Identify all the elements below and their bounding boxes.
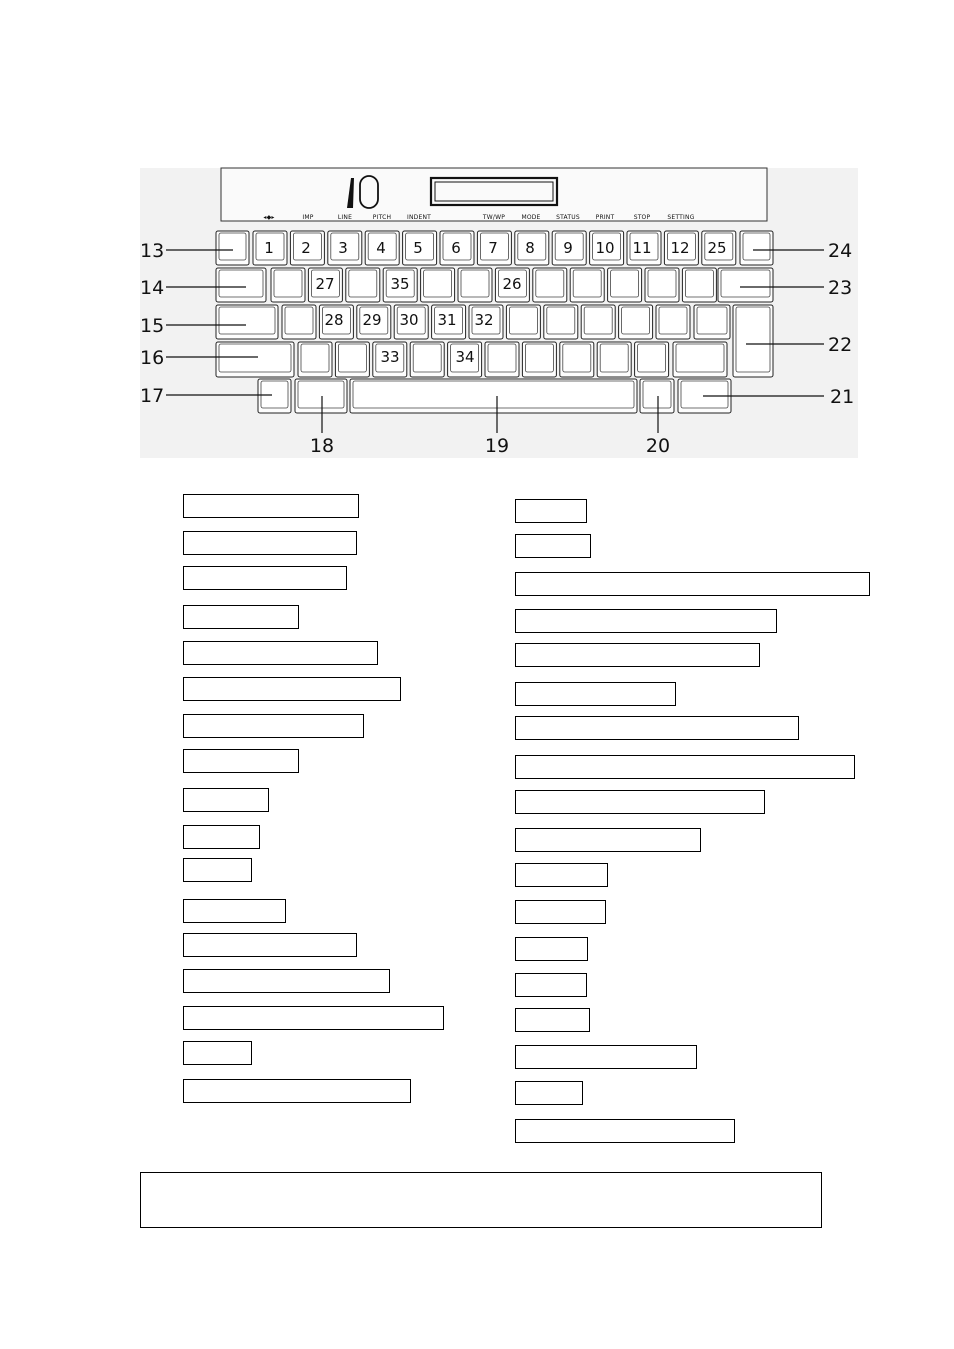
callout-23: 23 [828,277,853,299]
callout-20: 20 [645,435,671,457]
key-number-6: 6 [451,239,461,257]
answer-blank-right-9[interactable] [515,790,765,814]
key-number-3: 3 [338,239,348,257]
key-number-1: 1 [264,239,274,257]
keyboard-diagram [0,0,954,470]
key-54 [258,379,291,413]
callout-18: 18 [309,435,335,457]
keyboard-keys [216,231,773,413]
key-25 [608,268,642,302]
answer-blank-left-11[interactable] [183,858,252,882]
callout-15: 15 [140,315,165,337]
answer-blank-left-9[interactable] [183,788,269,812]
key-number-2: 2 [301,239,311,257]
key-39 [619,305,653,339]
key-49 [522,342,556,377]
fn-label-arrows: ◂◆▸ [263,214,275,221]
callout-19: 19 [484,435,510,457]
callout-13: 13 [140,240,165,262]
fn-label-pitch: PITCH [372,214,392,221]
key-space [350,379,637,413]
fn-label-twwp: TW/WP [482,214,506,221]
answer-blank-right-2[interactable] [515,534,591,558]
fn-label-stop: STOP [633,214,651,221]
answer-blank-left-6[interactable] [183,677,401,701]
answer-blank-right-13[interactable] [515,937,588,961]
answer-blank-left-4[interactable] [183,605,299,629]
note-box[interactable] [140,1172,822,1228]
key-42 [216,342,294,377]
key-30 [282,305,316,339]
answer-blank-right-10[interactable] [515,828,701,852]
answer-blank-left-14[interactable] [183,969,390,993]
key-number-27: 27 [315,275,335,293]
key-15 [216,268,266,302]
answer-blank-left-7[interactable] [183,714,364,738]
answer-blank-left-16[interactable] [183,1041,252,1065]
answer-blank-right-5[interactable] [515,643,760,667]
answer-blank-right-1[interactable] [515,499,587,523]
answer-blank-left-17[interactable] [183,1079,411,1103]
key-enter [733,305,773,377]
key-36 [506,305,540,339]
answer-blank-right-11[interactable] [515,863,608,887]
answer-blank-right-17[interactable] [515,1081,583,1105]
key-number-28: 28 [324,311,344,329]
key-16 [271,268,305,302]
fn-label-line: LINE [337,214,353,221]
answer-blank-right-7[interactable] [515,716,799,740]
key-14 [740,231,773,265]
answer-blank-left-10[interactable] [183,825,260,849]
key-24 [570,268,604,302]
key-number-34: 34 [455,348,475,366]
answer-blank-right-14[interactable] [515,973,587,997]
answer-blank-right-8[interactable] [515,755,855,779]
callout-21: 21 [830,386,855,408]
answer-blank-left-3[interactable] [183,566,347,590]
answer-blank-left-8[interactable] [183,749,299,773]
fn-label-imp: IMP [302,214,314,221]
answer-blank-right-15[interactable] [515,1008,590,1032]
key-44 [335,342,369,377]
key-0 [216,231,249,265]
key-43 [298,342,332,377]
key-28 [718,268,773,302]
key-40 [656,305,690,339]
key-21 [458,268,492,302]
key-number-26: 26 [502,275,522,293]
key-38 [581,305,615,339]
key-53 [673,342,727,377]
key-23 [533,268,567,302]
key-number-25: 25 [707,239,727,257]
key-46 [410,342,444,377]
answer-blank-left-1[interactable] [183,494,359,518]
key-number-33: 33 [380,348,400,366]
callout-22: 22 [828,334,853,356]
key-number-10: 10 [595,239,615,257]
key-41 [694,305,730,339]
key-number-4: 4 [376,239,386,257]
key-55 [295,379,347,413]
answer-blank-right-16[interactable] [515,1045,697,1069]
key-20 [421,268,455,302]
answer-blank-right-18[interactable] [515,1119,735,1143]
key-52 [635,342,669,377]
callout-24: 24 [828,240,853,262]
answer-blank-left-12[interactable] [183,899,286,923]
fn-label-mode: MODE [521,214,541,221]
key-27 [682,268,716,302]
answer-blank-left-2[interactable] [183,531,357,555]
key-number-5: 5 [413,239,423,257]
key-29 [216,305,278,339]
answer-blank-left-5[interactable] [183,641,378,665]
key-number-31: 31 [437,311,457,329]
fn-label-status: STATUS [556,214,580,221]
key-number-32: 32 [474,311,494,329]
fn-label-setting: SETTING [667,214,695,221]
answer-blank-left-13[interactable] [183,933,357,957]
key-56 [640,379,674,413]
key-48 [485,342,519,377]
answer-blank-right-6[interactable] [515,682,676,706]
callout-16: 16 [140,347,165,369]
key-26 [645,268,679,302]
key-number-11: 11 [632,239,652,257]
fn-label-print: PRINT [595,214,615,221]
key-number-8: 8 [525,239,535,257]
callout-17: 17 [140,385,165,407]
callout-14: 14 [140,277,165,299]
answer-blank-right-3[interactable] [515,572,870,596]
answer-blank-left-15[interactable] [183,1006,444,1030]
key-number-30: 30 [399,311,419,329]
key-number-9: 9 [563,239,573,257]
fn-label-indent: INDENT [406,214,432,221]
key-number-12: 12 [670,239,690,257]
key-number-35: 35 [390,275,410,293]
key-50 [560,342,594,377]
key-number-7: 7 [488,239,498,257]
answer-blank-right-12[interactable] [515,900,606,924]
key-37 [544,305,578,339]
key-number-29: 29 [362,311,382,329]
key-51 [597,342,631,377]
answer-blank-right-4[interactable] [515,609,777,633]
key-18 [346,268,380,302]
